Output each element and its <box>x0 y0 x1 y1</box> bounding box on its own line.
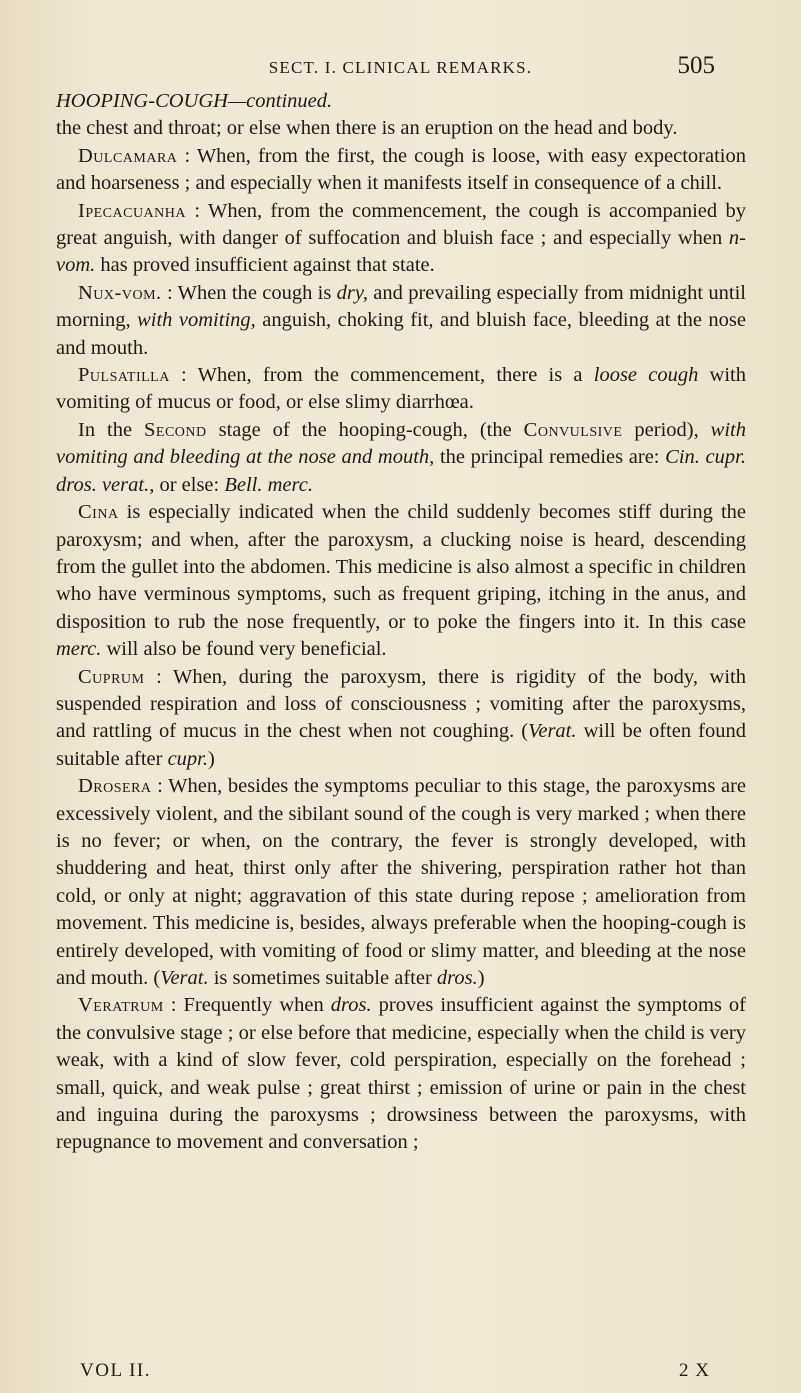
paragraph <box>56 280 746 362</box>
remedy-name: Cina <box>78 501 119 524</box>
italic-text: Bell. merc. <box>224 473 313 496</box>
italic-text: with vomiting and bleeding at the nose and mouth, <box>56 418 746 469</box>
remedy-name: Convulsive <box>523 418 623 441</box>
text-run: In the <box>78 418 145 441</box>
page-body <box>56 88 746 1157</box>
paragraph <box>56 362 746 417</box>
text-run: has proved insufficient against that state. <box>95 254 435 277</box>
italic-text: dry, <box>336 281 368 304</box>
paragraph <box>56 773 746 992</box>
text-run: is sometimes suitable after <box>208 967 437 989</box>
paragraph <box>56 499 746 663</box>
continued-heading: HOOPING-COUGH—continued. <box>56 90 333 112</box>
text-run: : Frequently when <box>163 994 331 1017</box>
page-footer <box>80 1360 710 1388</box>
text-run: the chest and throat; or else when there is an eruption on the head and body. <box>56 117 678 140</box>
italic-text: merc. <box>56 638 102 661</box>
volume-label: VOL II. <box>80 1360 151 1381</box>
text-run: is especially indicated when the child suddenly becomes stiff during the paroxysm; and when, after the paroxysm, a clucking noise is heard, descending from the gullet into the abdomen. This medicine is also almost a specific in children who have verminous symptoms, such as frequent griping, itching in the anus, and disposition to rub the nose frequently, or to poke the fingers into it. In this case <box>56 501 746 633</box>
paragraph <box>56 417 746 499</box>
signature-mark: 2 X <box>679 1360 710 1381</box>
italic-text: dros. <box>330 994 372 1017</box>
paragraph <box>56 143 746 198</box>
paragraph <box>56 198 746 280</box>
paragraph <box>56 115 746 142</box>
remedy-name: Veratrum <box>78 994 164 1017</box>
italic-text: loose cough <box>593 364 699 387</box>
text-run: : When, during the paroxysm, there is rigidity of the body, with suspended respiration and loss of consciousness ; vomiting after the paroxysms, and rattling of mucus in the chest when not coughing. ( <box>56 665 746 743</box>
text-run: proves insufficient against the symptoms of the convulsive stage ; or else before that medicine, especially when the child is very weak, with a kind of slow fever, cold perspiration, especially on the forehead ; small, quick, and weak pulse ; great thirst ; emission of urine or pain in the chest and inguina during the paroxysms ; drowsiness between the paroxysms, with repugnance to movement and conversation ; <box>56 994 747 1154</box>
remedy-name: Ipecacuanha <box>78 199 187 222</box>
text-run: : When, from the first, the cough is loose, with easy expectoration and hoarseness ; and especially when it manifests itself in consequence of a chill. <box>56 144 746 195</box>
remedy-name: Nux-vom. <box>78 281 162 304</box>
italic-text: with vomiting, <box>137 309 256 332</box>
remedy-name: Second <box>144 418 207 441</box>
text-run: ) <box>477 967 485 989</box>
text-run: will also be found very beneficial. <box>101 638 387 661</box>
text-run: period), <box>622 418 711 441</box>
text-run: : When, from the commencement, the cough is accompanied by great anguish, with danger of suffocation and bluish face ; and especially when <box>56 199 746 250</box>
text-run: the principal remedies are: <box>434 446 666 469</box>
text-run: anguish, choking fit, and bluish face, bleeding at the nose and mouth. <box>56 309 746 359</box>
running-head <box>0 52 801 82</box>
text-run: stage of the hooping-cough, (the <box>206 418 524 441</box>
italic-text: Verat. <box>528 720 577 743</box>
text-run: will be often found suitable after <box>56 720 746 770</box>
italic-text: cupr. <box>167 747 208 770</box>
remedy-name: Pulsatilla <box>78 364 170 387</box>
italic-text: n-vom. <box>56 227 746 277</box>
page-number: 505 <box>677 52 715 79</box>
text-run: : When the cough is <box>161 281 337 304</box>
text-run: ) <box>208 747 215 770</box>
remedy-name: Drosera <box>78 775 152 798</box>
text-run: and prevailing especially from midnight until morning, <box>56 281 746 332</box>
paragraph <box>56 664 746 774</box>
paragraph <box>56 992 746 1156</box>
running-head-title: SECT. I. CLINICAL REMARKS. <box>268 58 533 77</box>
remedy-name: Cuprum <box>78 665 145 688</box>
paragraphs <box>56 115 746 1156</box>
remedy-name: Dulcamara <box>78 144 178 167</box>
text-run: with vomiting of mucus or food, or else slimy diarrhœa. <box>56 364 747 414</box>
text-run: : When, from the commencement, there is a <box>169 364 594 387</box>
italic-text: dros. <box>436 967 478 989</box>
text-run: : When, besides the symptoms peculiar to this stage, the paroxysms are excessively violent, and the sibilant sound of the cough is very marked ; when there is no fever; or when, on the contrary, the fever is strongly developed, with shuddering and heat, thirst only after the shivering, perspiration rather hot than cold, or only at night; aggravation of this state during repose ; amelioration from movement. This medicine is, besides, always preferable when the hooping-cough is entirely developed, with vomiting of food or slimy matter, and bleeding at the nose and mouth. ( <box>56 775 746 989</box>
italic-text: Verat. <box>160 967 209 989</box>
text-run: or else: <box>154 473 225 496</box>
italic-text: Cin. cupr. dros. verat., <box>56 446 746 496</box>
